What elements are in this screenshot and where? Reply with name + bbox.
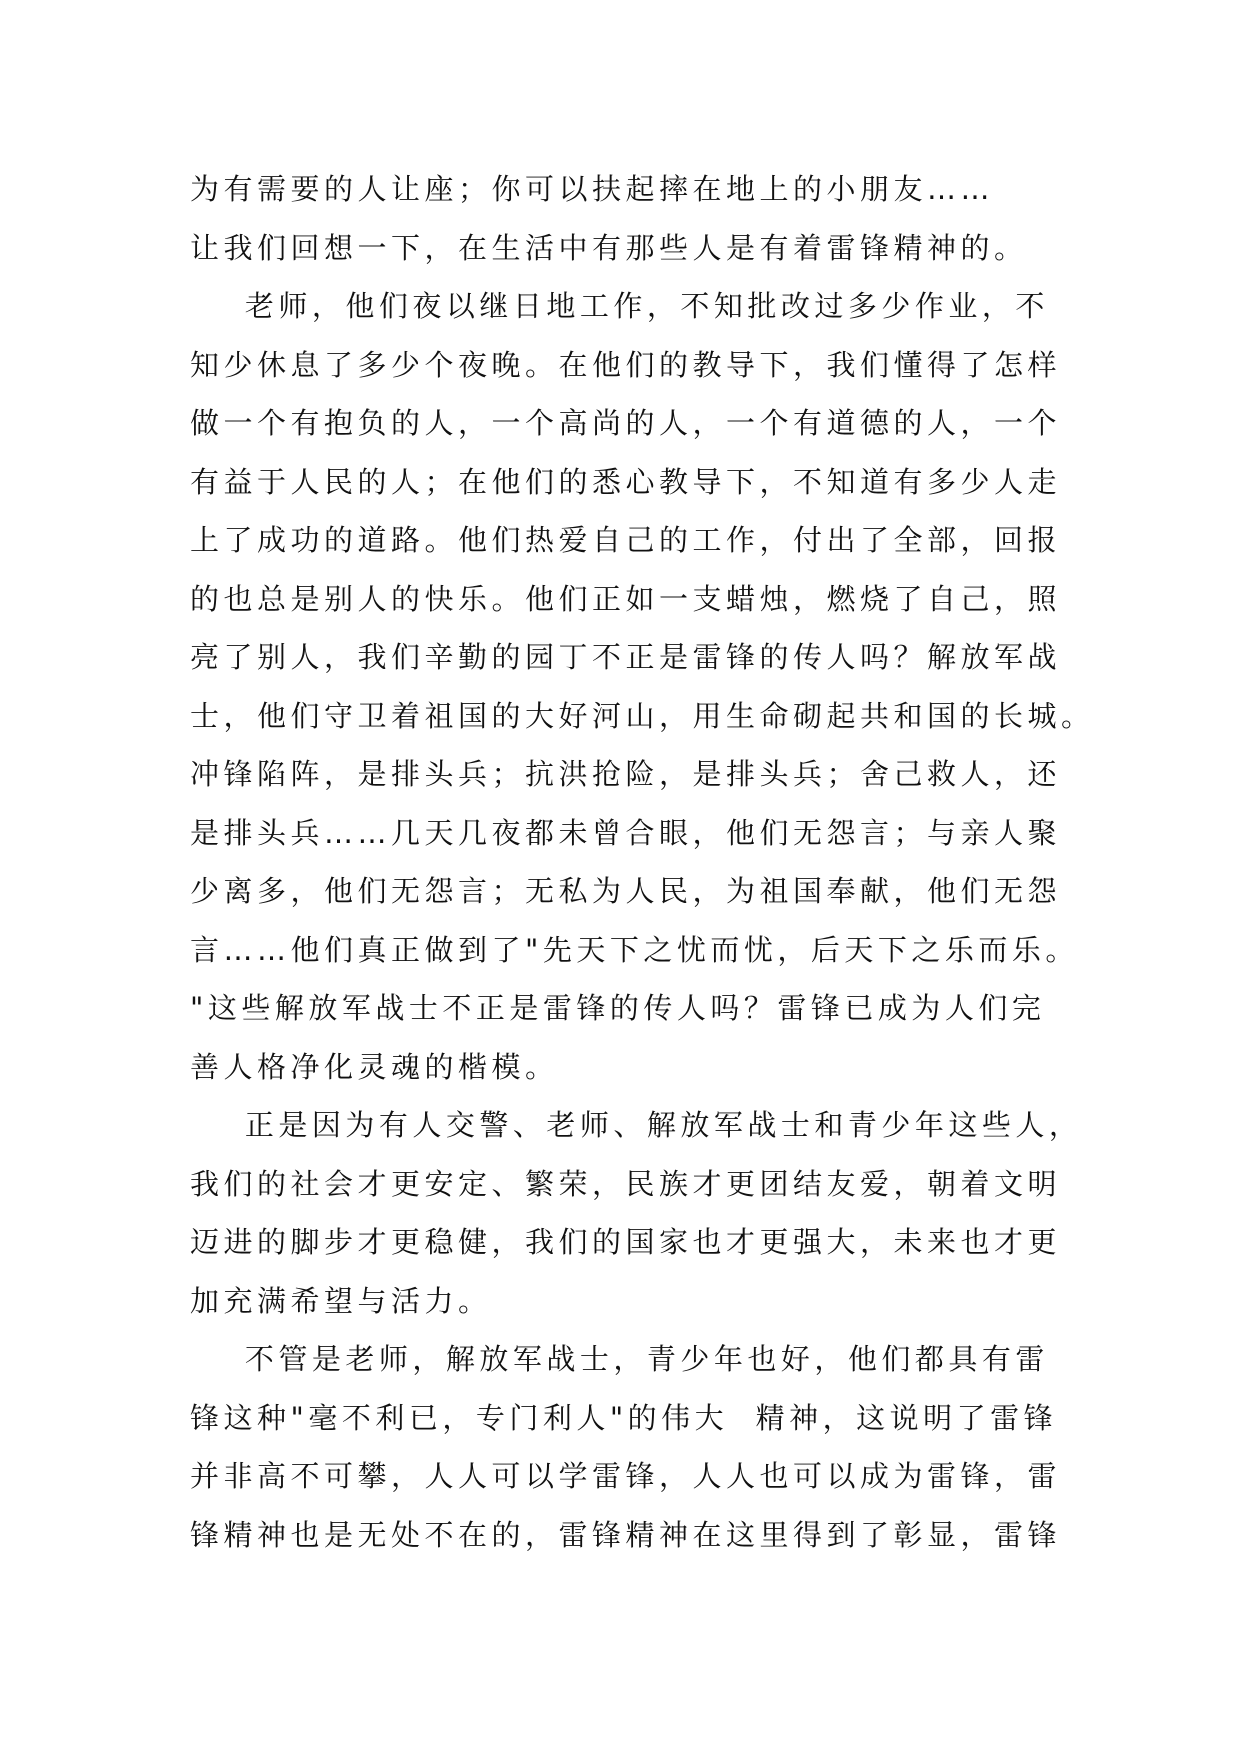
text-line: 加充满希望与活力。 (190, 1283, 492, 1318)
text-line: 是排头兵……几天几夜都未曾合眼，他们无怨言；与亲人聚 (190, 815, 1062, 850)
text-line: 锋这种"毫不利已，专门利人"的伟大 精神，这说明了雷锋 (190, 1400, 1058, 1435)
text-line: 不管是老师，解放军战士，青少年也好，他们都具有雷 (190, 1342, 1049, 1376)
body-text (190, 160, 1095, 1564)
text-line: 知少休息了多少个夜晚。在他们的教导下，我们懂得了怎样 (190, 347, 1062, 382)
text-line: 冲锋陷阵，是排头兵；抗洪抢险，是排头兵；舍己救人，还 (190, 757, 1062, 791)
text-line: 少离多，他们无怨言；无私为人民，为祖国奉献，他们无怨 (190, 874, 1062, 908)
text-line: 士，他们守卫着祖国的大好河山，用生命砌起共和国的长城。 (190, 698, 1095, 733)
text-line: 为有需要的人让座；你可以扶起摔在地上的小朋友…… (190, 172, 995, 206)
text-line: 言……他们真正做到了"先天下之忧而忧，后天下之乐而乐。 (190, 932, 1079, 967)
text-line: "这些解放军战士不正是雷锋的传人吗？雷锋已成为人们完 (190, 991, 1046, 1025)
text-line: 让我们回想一下，在生活中有那些人是有着雷锋精神的。 (190, 230, 1028, 265)
text-line: 亮了别人，我们辛勤的园丁不正是雷锋的传人吗？解放军战 (190, 640, 1062, 674)
text-line: 我们的社会才更安定、繁荣，民族才更团结友爱，朝着文明 (190, 1166, 1062, 1201)
text-line: 老师，他们夜以继日地工作，不知批改过多少作业，不 (190, 289, 1049, 323)
text-line: 的也总是别人的快乐。他们正如一支蜡烛，燃烧了自己，照 (190, 581, 1062, 616)
text-line: 上了成功的道路。他们热爱自己的工作，付出了全部，回报 (190, 523, 1062, 557)
text-line: 锋精神也是无处不在的，雷锋精神在这里得到了彰显，雷锋 (190, 1517, 1062, 1552)
text-line: 有益于人民的人；在他们的悉心教导下，不知道有多少人走 (190, 464, 1062, 499)
text-line: 并非高不可攀，人人可以学雷锋，人人也可以成为雷锋，雷 (190, 1459, 1062, 1493)
text-line: 迈进的脚步才更稳健，我们的国家也才更强大，未来也才更 (190, 1225, 1062, 1259)
text-line: 善人格净化灵魂的楷模。 (190, 1049, 559, 1084)
text-line: 正是因为有人交警、老师、解放军战士和青少年这些人， (190, 1108, 1083, 1142)
text-line: 做一个有抱负的人，一个高尚的人，一个有道德的人，一个 (190, 406, 1062, 440)
